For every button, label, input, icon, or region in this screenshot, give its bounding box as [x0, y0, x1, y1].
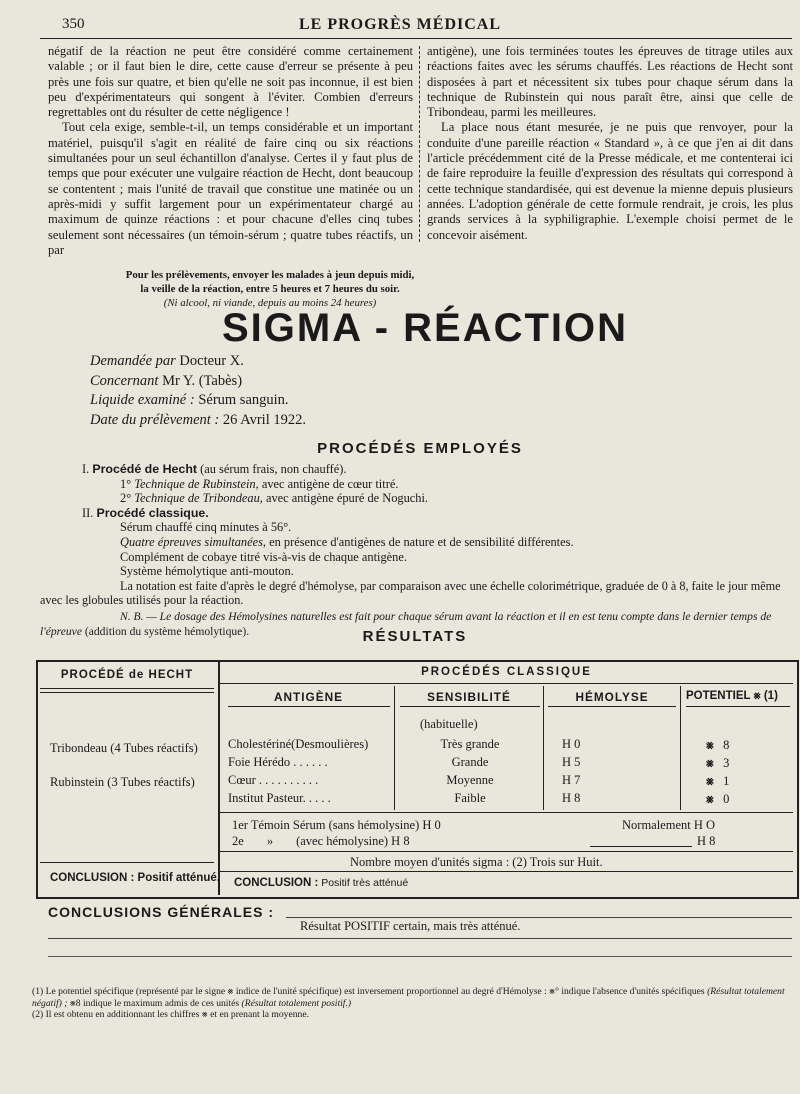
left-paragraph-2: Tout cela exige, semble-t-il, un temps considérable et un important matériel, puisqu'il s'agit en réalité de faire cinq ou six réactions simultanées pour un seul échantillon d'analyse. Certes il y faut plus de temps que pour exécuter une vulgaire réaction de Hecht, dont beaucoup se contentent ; mais l'unité de travail que constitue une matinée ou un après-midi y suffit largement pour un expérimentateur chargé au maximum de quinze réactions : et pour chacune d'elles cinq tubes seulement sont nécessaires (un témoin-sérum ; quatre tubes réactifs, un par — [48, 120, 413, 257]
notation-text: La notation est faite d'après le degré d'hémolyse, par comparaison avec une échelle colorimétrique, graduée de 0 à 8, faite le jour même avec les globules utilisés pour la réaction. — [40, 578, 781, 608]
antigen-row-2: Foie Hérédo . . . . . . — [228, 755, 328, 769]
normal-1: Normalement H O — [622, 818, 716, 832]
hecht-row-tribondeau: Tribondeau (4 Tubes réactifs) — [50, 741, 198, 755]
methods-title: PROCÉDÉS EMPLOYÉS — [317, 440, 523, 457]
column-divider — [419, 46, 420, 242]
method-2-line-1: Sérum chauffé cinq minutes à 56°. — [120, 520, 292, 535]
col-head-antigene: ANTIGÈNE — [274, 690, 343, 704]
sensitivity-row-4: Faible — [454, 791, 486, 805]
general-conclusions-label: CONCLUSIONS GÉNÉRALES : — [48, 904, 275, 920]
hemolysis-row-2: H 5 — [562, 755, 581, 769]
col-head-potentiel: POTENTIEL ⨳ (1) — [686, 690, 778, 702]
classic-conclusion-rule — [220, 871, 793, 872]
col-head-rule-3 — [548, 706, 676, 707]
classic-conclusion-label: CONCLUSION : — [234, 877, 319, 889]
general-conclusions-value: Résultat POSITIF certain, mais très atténué. — [300, 919, 521, 933]
requested-by-value: Docteur X. — [179, 353, 244, 369]
potential-mark-row-1: ⨳ — [706, 737, 714, 752]
hecht-header-rule-2 — [40, 692, 214, 693]
sensitivity-row-2: Grande — [451, 755, 489, 769]
col-head-hemolyse: HÉMOLYSE — [575, 690, 649, 704]
footnotes — [32, 986, 797, 1021]
nota-bene-text: Le dosage des Hémolysines naturelles est fait pour chaque sérum avant la réaction et il en est tenu compte dans le dernier temps de l'épreuve — [40, 609, 772, 638]
antigen-row-3: Cœur . . . . . . . . . . — [228, 773, 319, 787]
footnote-1-max: ⨳8 indique le maximum admis de ces unités — [69, 997, 240, 1009]
concerning-label: Concernant — [90, 372, 159, 389]
method-1-1-desc: avec antigène de cœur titré. — [261, 476, 399, 491]
normal-2-leader — [590, 846, 692, 847]
hecht-conclusion-rule — [40, 862, 214, 863]
potential-mark-row-4: ⨳ — [706, 791, 714, 806]
antigen-row-4: Institut Pasteur. . . . . — [228, 791, 331, 805]
sensitivity-row-3: Moyenne — [446, 773, 494, 787]
concerning-value: Mr Y. (Tabès) — [162, 372, 243, 389]
sampling-instructions — [70, 268, 470, 310]
form-title: SIGMA - RÉACTION — [221, 306, 629, 350]
col-head-rule-1 — [228, 706, 390, 707]
potential-row-1: 8 — [723, 738, 730, 752]
nota-bene-end: (addition du système hémolytique). — [84, 624, 250, 638]
methods-section — [40, 462, 800, 639]
sigma-average: Nombre moyen d'unités sigma : (2) Trois sur Huit. — [350, 855, 603, 869]
footnote-2: (2) Il est obtenu en additionnant les chiffres ⨳ et en prenant la moyenne. — [32, 1009, 309, 1020]
col-sep-1 — [394, 686, 395, 810]
right-paragraph-2: La place nous étant mesurée, je ne puis que renvoyer, pour la conduite d'une pareille réaction « Standard », à ce que j'en ai dit dans l'article précédemment cité de la Presse médicale, et me contenterai ici de faire reproduire la feuille d'expression des résultats qui correspond à cette technique standardisée, qui est devenue la mienne depuis plusieurs années. L'adoption générale de cette formule rendrait, je crois, les plus grands services à la syphiligraphie. L'exemple choisi permet de le concevoir aisément. — [427, 120, 793, 242]
habituelle-note: (habituelle) — [420, 717, 478, 731]
classic-header-rule — [220, 683, 793, 684]
hecht-row-rubinstein: Rubinstein (3 Tubes réactifs) — [50, 775, 195, 789]
potential-mark-row-3: ⨳ — [706, 773, 714, 788]
method-2-line-3: Complément de cobaye titré vis-à-vis de chaque antigène. — [120, 549, 407, 564]
instruction-line-1: Pour les prélèvements, envoyer les malades à jeun depuis midi, — [125, 269, 415, 281]
fluid-label: Liquide examiné : — [90, 392, 195, 408]
method-1-2-number: 2° — [120, 491, 132, 506]
sigma-rule — [220, 851, 793, 852]
instruction-line-3: (Ni alcool, ni viande, depuis au moins 24 heures) — [163, 297, 377, 309]
hecht-header: PROCÉDÉ de HECHT — [60, 669, 194, 681]
journal-title: LE PROGRÈS MÉDICAL — [298, 16, 502, 33]
potential-mark-row-2: ⨳ — [706, 755, 714, 770]
footnote-1-text: (1) Le potentiel spécifique (représenté par le signe ⨳ indice de l'unité spécifique) est inversement proportionnel au degré d'Hémolyse : ⨳° indique l'absence d'unités spécifiques — [32, 986, 705, 997]
method-1-1-number: 1° — [120, 476, 132, 491]
results-title: RÉSULTATS — [362, 628, 468, 645]
method-1-number: I. — [82, 462, 90, 476]
control-1: 1er Témoin Sérum (sans hémolysine) H 0 — [232, 818, 441, 832]
instruction-line-2: la veille de la réaction, entre 5 heures et 7 heures du soir. — [140, 283, 400, 295]
left-paragraph-1: négatif de la réaction ne peut être considéré comme certainement valable ; or il faut bien le dire, cette cause d'erreur se présente à peu près une fois sur quatre, et bien qu'elle ne soit pas inconnue, il est bien peu d'expérimentateurs qui songent à l'éviter. Combien d'erreurs regrettables ont du résulter de cette négligence ! — [48, 44, 413, 120]
request-info — [90, 352, 306, 430]
blank-line-2 — [48, 956, 792, 957]
method-2-number: II. — [82, 505, 94, 520]
header-rule — [40, 38, 792, 39]
fluid-value: Sérum sanguin. — [198, 392, 289, 408]
date-label: Date du prélèvement : — [90, 411, 220, 428]
potential-row-3: 1 — [723, 774, 730, 788]
method-1-2-technique: Technique de Tribondeau, — [134, 491, 263, 506]
col-sep-2 — [543, 686, 544, 810]
hecht-conclusion: CONCLUSION : Positif atténué. — [50, 872, 220, 884]
potential-row-2: 3 — [723, 756, 730, 770]
method-2-line-2-italic: Quatre épreuves simultanées, — [120, 534, 267, 549]
method-1-2-desc: avec antigène épuré de Noguchi. — [265, 491, 429, 506]
antigen-row-1: Cholestériné(Desmoulières) — [228, 737, 369, 751]
requested-by-label: Demandée par — [90, 353, 176, 369]
method-1-1-technique: Technique de Rubinstein, — [134, 476, 259, 491]
control-2-number: 2e — [232, 834, 244, 848]
hemolysis-row-1: H 0 — [562, 737, 581, 751]
potential-row-4: 0 — [723, 792, 730, 806]
sensitivity-row-1: Très grande — [440, 737, 500, 751]
blank-line-1 — [48, 938, 792, 939]
method-2-line-2: en présence d'antigènes de nature et de sensibilité différentes. — [269, 534, 574, 549]
general-conclusions-line — [286, 917, 792, 918]
footnote-1-negative: (Résultat totalement négatif) ; — [32, 986, 785, 1009]
col-head-rule-2 — [400, 706, 540, 707]
hemolysis-row-4: H 8 — [562, 791, 581, 805]
footnote-1 — [32, 986, 797, 1009]
page-number: 350 — [62, 16, 85, 32]
date-value: 26 Avril 1922. — [222, 411, 306, 428]
right-paragraph-1: antigène), une fois terminées toutes les épreuves de titrage utiles aux réactions faites avec les sérums chauffés. Les réactions de Hecht sont disposées à part et nécessitent six tubes pour chaque sérum dans la technique de Rubinstein qui nous paraît être, ainsi que celle de Tribondeau, parmi les meilleures. — [427, 44, 793, 120]
method-1-name: Procédé de Hecht — [92, 462, 198, 476]
normal-2: H 8 — [697, 834, 716, 848]
hecht-header-rule-1 — [40, 688, 214, 689]
col-head-sensibilite: SENSIBILITÉ — [427, 690, 511, 704]
method-1-desc: (au sérum frais, non chauffé). — [200, 462, 347, 476]
nota-bene-label: N. B. — — [120, 609, 157, 623]
classic-header: PROCÉDÉS CLASSIQUE — [421, 666, 592, 678]
footnote-1-positive: (Résultat totalement positif.) — [241, 997, 352, 1009]
col-head-rule-4 — [686, 706, 790, 707]
hemolysis-row-3: H 7 — [562, 773, 581, 787]
control-2-ditto: » — [266, 834, 274, 848]
left-column — [48, 44, 413, 258]
method-2-line-4: Système hémolytique anti-mouton. — [120, 564, 294, 579]
controls-rule — [220, 812, 793, 813]
col-sep-3 — [680, 686, 681, 810]
method-2-name: Procédé classique. — [96, 505, 209, 520]
classic-conclusion-value: Positif très atténué — [321, 877, 409, 889]
control-2: (avec hémolysine) H 8 — [296, 834, 410, 848]
right-column — [427, 44, 793, 243]
